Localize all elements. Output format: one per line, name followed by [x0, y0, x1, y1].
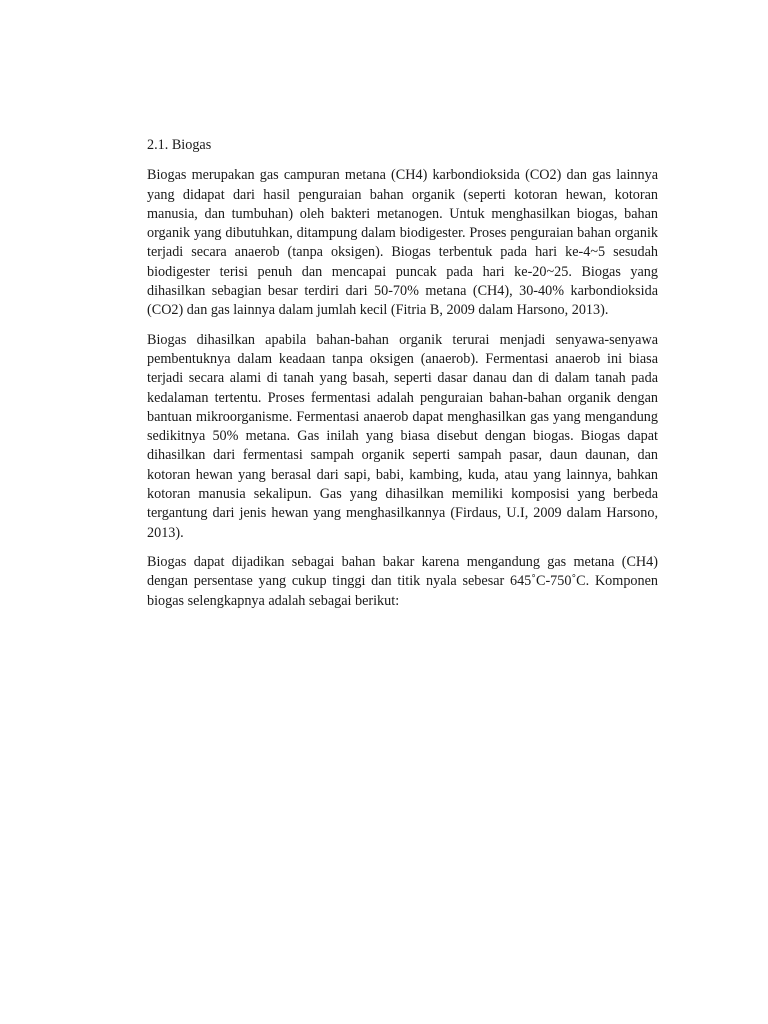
paragraph-biogas-formation: Biogas dihasilkan apabila bahan-bahan organik terurai menjadi senyawa-senyawa pembentuknya dalam keadaan tanpa oksigen (anaerob). Fermentasi anaerob ini biasa terjadi secara alami di tanah yang basah, seperti dasar danau dan di dalam tanah pada kedalaman tertentu. Proses fermentasi adalah penguraian bahan-bahan organik dengan bantuan mikroorganisme. Fermentasi anaerob dapat menghasilkan gas yang mengandung sedikitnya 50% metana. Gas inilah yang biasa disebut dengan biogas. Biogas dapat dihasilkan dari fermentasi sampah organik seperti sampah pasar, daun daunan, dan kotoran hewan yang berasal dari sapi, babi, kambing, kuda, atau yang lainnya, bahkan kotoran manusia sekalipun. Gas yang dihasilkan memiliki komposisi yang berbeda tergantung dari jenis hewan yang menghasilkannya (Firdaus, U.I, 2009 dalam Harsono, 2013).	[147, 331, 658, 541]
paragraph-biogas-definition: Biogas merupakan gas campuran metana (CH4) karbondioksida (CO2) dan gas lainnya yang didapat dari hasil penguraian bahan organik (seperti kotoran hewan, kotoran manusia, dan tumbuhan) oleh bakteri metanogen. Untuk menghasilkan biogas, bahan organik yang dibutuhkan, ditampung dalam biodigester. Proses penguraian bahan organik terjadi secara anaerob (tanpa oksigen). Biogas terbentuk pada hari ke-4~5 sesudah biodigester terisi penuh dan mencapai puncak pada hari ke-20~25. Biogas yang dihasilkan sebagian besar terdiri dari 50-70% metana (CH4), 30-40% karbondioksida (CO2) dan gas lainnya dalam jumlah kecil (Fitria B, 2009 dalam Harsono, 2013).	[147, 167, 658, 319]
section-heading: 2.1. Biogas	[147, 137, 212, 153]
paragraph-biogas-fuel: Biogas dapat dijadikan sebagai bahan bakar karena mengandung gas metana (CH4) dengan persentase yang cukup tinggi dan titik nyala sebesar 645˚C-750˚C. Komponen biogas selengkapnya adalah sebagai berikut:	[147, 553, 658, 609]
document-body	[147, 136, 658, 621]
